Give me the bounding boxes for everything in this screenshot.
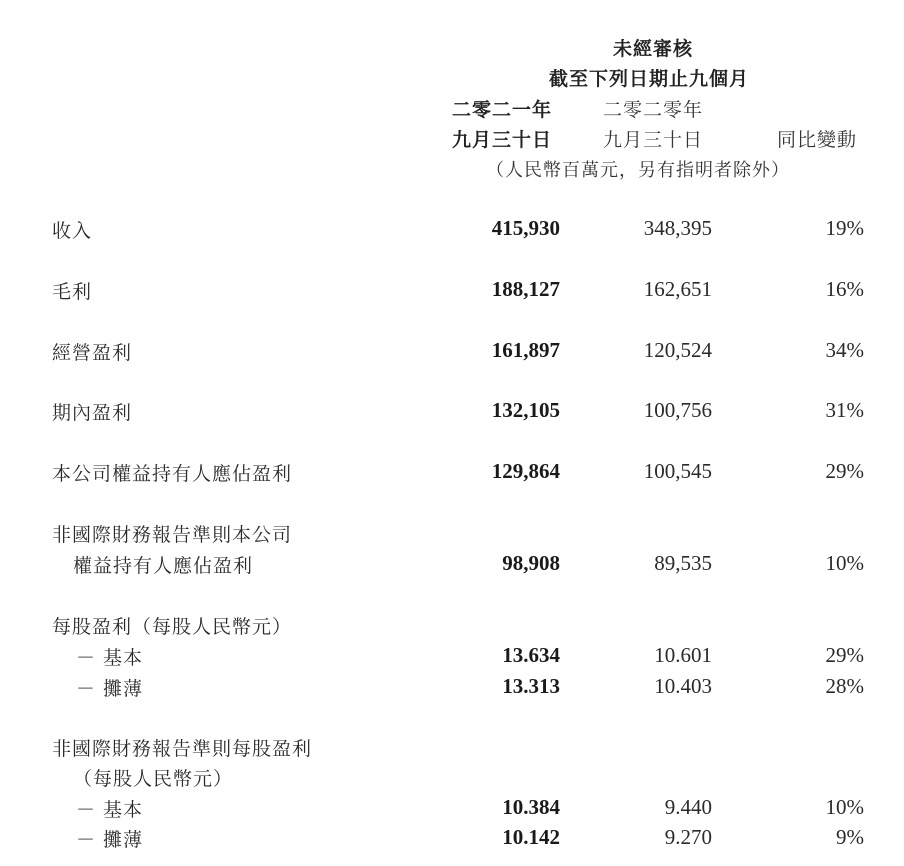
change-value: 29%	[825, 459, 864, 483]
row-label: 毛利	[52, 281, 93, 303]
col-current-year: 二零二一年	[452, 99, 553, 121]
current-value: 415,930	[491, 216, 560, 240]
current-value: 129,864	[491, 459, 560, 483]
change-value: 10%	[825, 795, 864, 819]
change-value: 28%	[825, 674, 864, 698]
prior-value: 162,651	[643, 277, 712, 301]
prior-value: 89,535	[654, 551, 712, 575]
row-label: 非國際財務報告準則本公司	[52, 524, 293, 546]
prior-value: 10.601	[654, 643, 712, 667]
prior-value: 120,524	[643, 338, 712, 362]
row-label: － 基本	[76, 647, 144, 669]
row-label: － 基本	[76, 799, 144, 821]
current-value: 13.634	[502, 643, 560, 667]
current-value: 161,897	[491, 338, 560, 362]
row-label: － 攤薄	[76, 678, 144, 700]
prior-value: 348,395	[643, 216, 712, 240]
col-current-date: 九月三十日	[452, 129, 553, 151]
row-label: 期內盈利	[52, 402, 133, 424]
change-value: 34%	[825, 338, 864, 362]
row-label: 經營盈利	[52, 342, 133, 364]
change-value: 29%	[825, 643, 864, 667]
col-prior-date: 九月三十日	[603, 129, 704, 151]
change-value: 31%	[825, 398, 864, 422]
row-label: 收入	[52, 220, 93, 242]
change-value: 9%	[836, 825, 864, 849]
non-ifrs-eps-section-unit: （每股人民幣元）	[73, 768, 234, 790]
row-label-continued: 權益持有人應佔盈利	[73, 555, 254, 577]
change-value: 19%	[825, 216, 864, 240]
eps-section-heading: 每股盈利（每股人民幣元）	[52, 616, 293, 638]
current-value: 10.384	[502, 795, 560, 819]
current-value: 188,127	[491, 277, 560, 301]
col-prior-year: 二零二零年	[603, 99, 704, 121]
prior-value: 100,545	[643, 459, 712, 483]
prior-value: 9.440	[664, 795, 712, 819]
current-value: 13.313	[502, 674, 560, 698]
current-value: 98,908	[502, 551, 560, 575]
col-change: 同比變動	[777, 129, 858, 151]
change-value: 10%	[825, 551, 864, 575]
audit-status-heading: 未經審核	[613, 38, 694, 60]
prior-value: 9.270	[664, 825, 712, 849]
current-value: 132,105	[491, 398, 560, 422]
change-value: 16%	[825, 277, 864, 301]
current-value: 10.142	[502, 825, 560, 849]
row-label: 本公司權益持有人應佔盈利	[52, 463, 293, 485]
period-heading: 截至下列日期止九個月	[549, 68, 750, 90]
unit-note: （人民幣百萬元，另有指明者除外）	[486, 160, 790, 181]
prior-value: 10.403	[654, 674, 712, 698]
prior-value: 100,756	[643, 398, 712, 422]
non-ifrs-eps-section-heading: 非國際財務報告準則每股盈利	[52, 738, 313, 760]
row-label: － 攤薄	[76, 829, 144, 851]
